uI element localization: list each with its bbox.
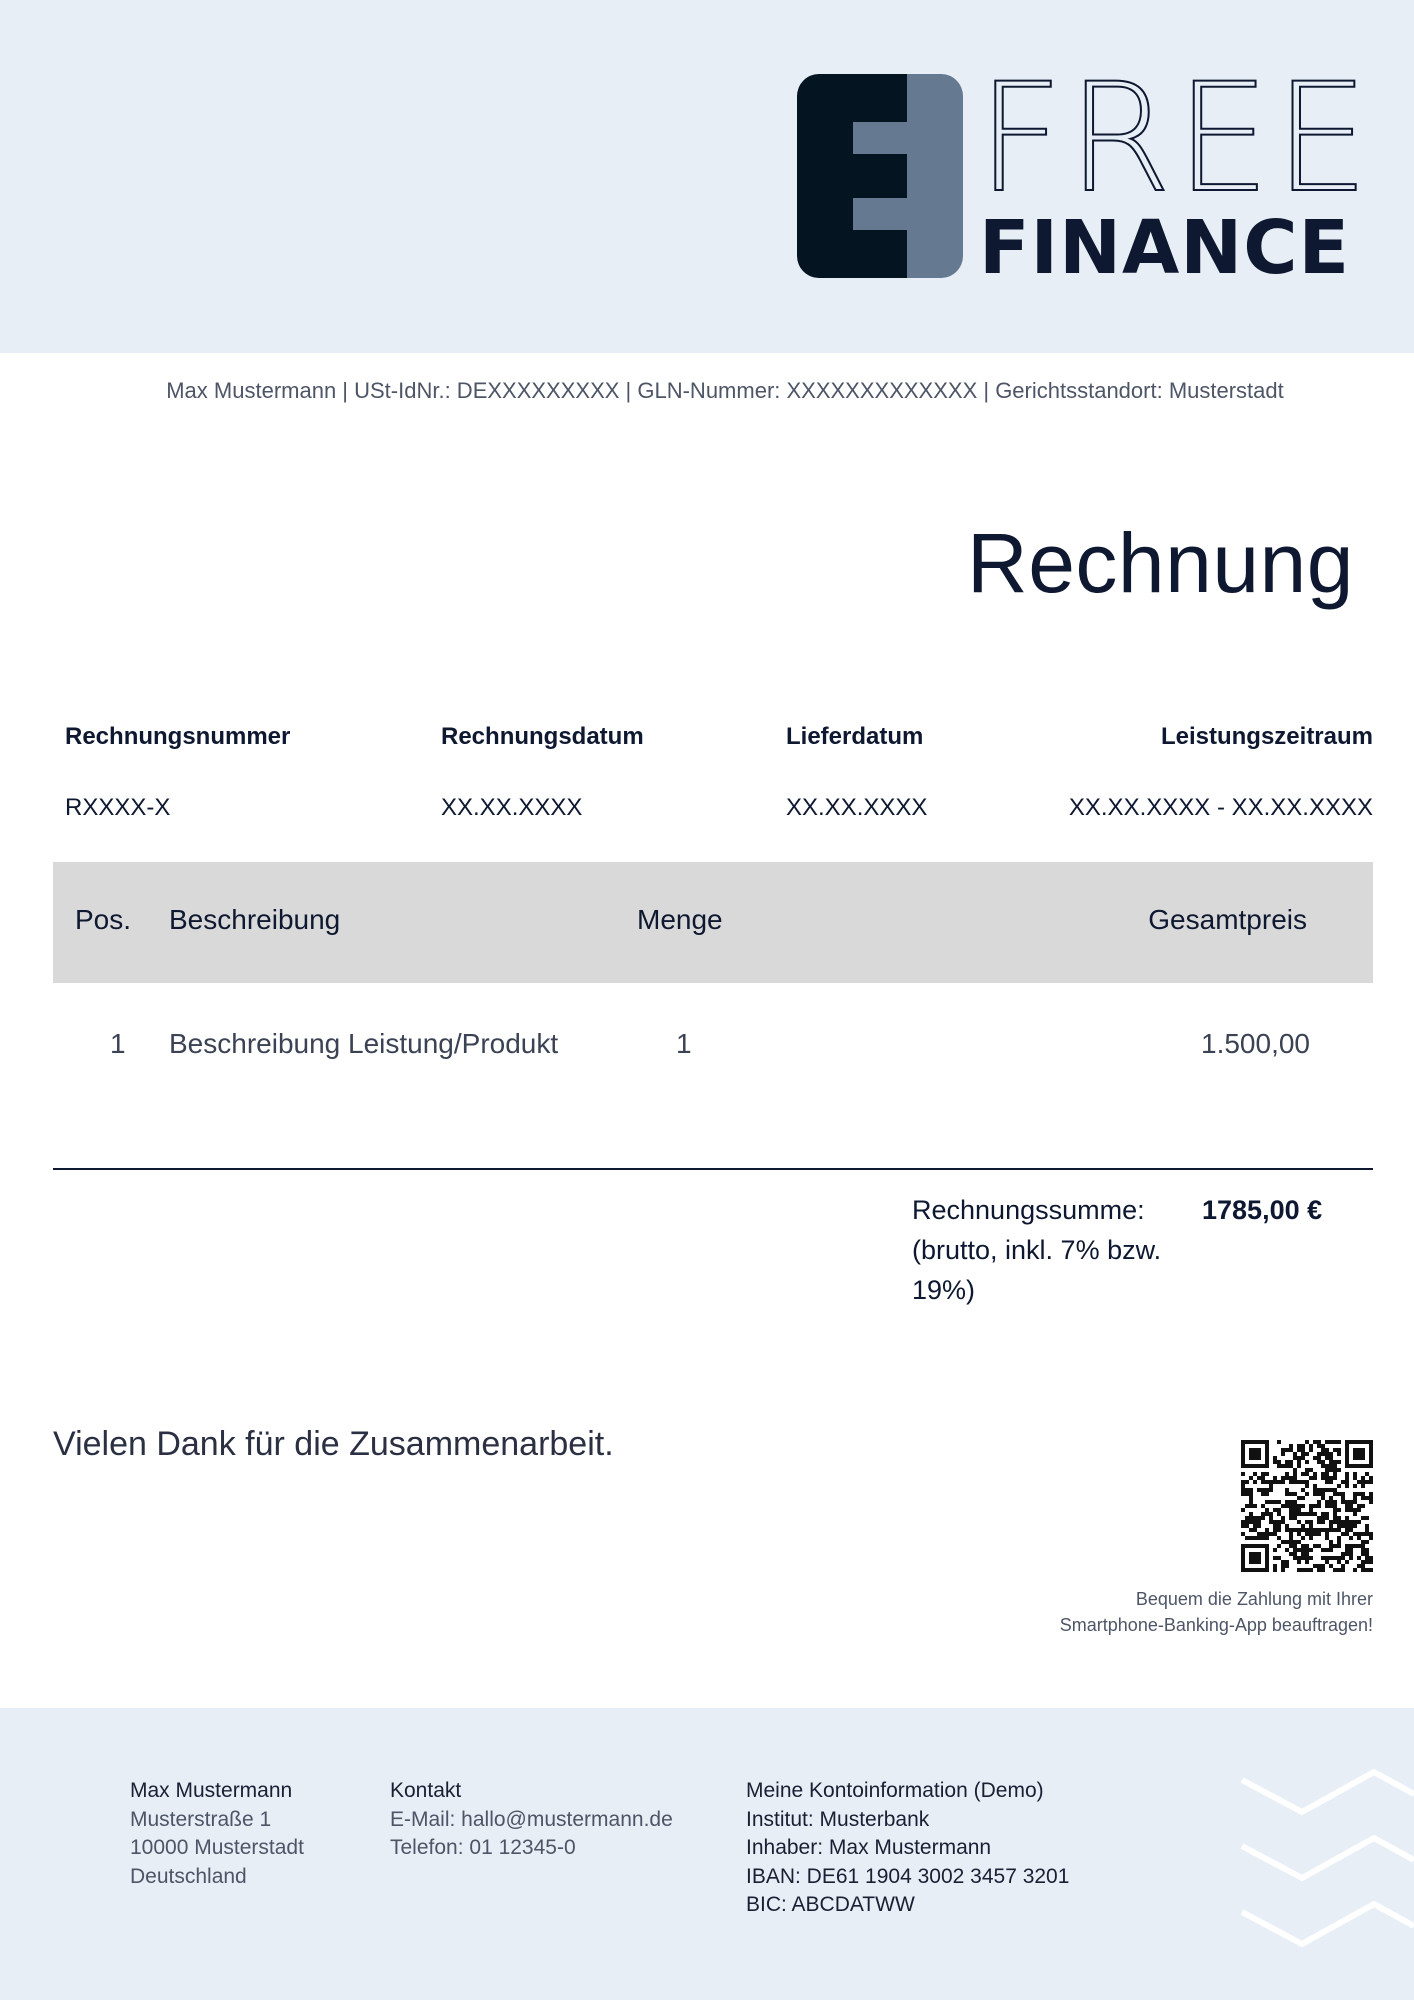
logo-wordmark-finance: FINANCE: [979, 205, 1351, 291]
logo-mark-icon: [797, 74, 963, 278]
invoice-number-value: RXXXX-X: [65, 794, 171, 821]
footer-bank-bic: BIC: ABCDATWW: [746, 1893, 915, 1916]
divider: [53, 1168, 1373, 1170]
document-title: Rechnung: [967, 516, 1354, 610]
qr-code-icon: [1241, 1440, 1373, 1572]
decorative-chevrons-icon: [1240, 1760, 1414, 1960]
footer-address-country: Deutschland: [130, 1864, 247, 1888]
column-header-quantity: Menge: [637, 904, 723, 935]
footer-address-street: Musterstraße 1: [130, 1807, 272, 1831]
logo-wordmark-free: FREE: [977, 52, 1374, 226]
invoice-total-label: [912, 1190, 1172, 1310]
column-header-description: Beschreibung: [169, 904, 341, 935]
invoice-total-value: 1785,00 €: [1202, 1195, 1323, 1225]
row-pos: 1: [110, 1028, 126, 1059]
delivery-date-label: Lieferdatum: [786, 723, 924, 750]
row-description: Beschreibung Leistung/Produkt: [169, 1028, 559, 1059]
brand-logo: [797, 52, 1377, 291]
qr-caption-line-1: Bequem die Zahlung mit Ihrer: [1135, 1589, 1373, 1609]
footer-bank-iban: IBAN: DE61 1904 3002 3457 3201: [746, 1864, 1070, 1888]
footer-bank-info: [746, 1777, 1069, 1920]
row-quantity: 1: [676, 1028, 692, 1059]
footer-contact-phone: Telefon: 01 12345-0: [390, 1836, 576, 1859]
invoice-date-value: XX.XX.XXXX: [441, 794, 583, 821]
footer-address-name: Max Mustermann: [130, 1779, 293, 1802]
footer-address: [130, 1777, 304, 1891]
invoice-total-title: Rechnungssumme:: [912, 1195, 1145, 1225]
invoice-date-label: Rechnungsdatum: [441, 723, 644, 750]
footer-contact-email[interactable]: E-Mail: hallo@mustermann.de: [390, 1807, 673, 1831]
column-header-total: Gesamtpreis: [1148, 904, 1307, 935]
invoice-total-note: (brutto, inkl. 7% bzw. 19%): [912, 1235, 1162, 1305]
row-total: 1.500,00: [1201, 1028, 1310, 1059]
footer-contact-heading: Kontakt: [390, 1779, 462, 1802]
column-header-pos: Pos.: [75, 904, 132, 935]
footer-contact: [390, 1777, 673, 1863]
footer-bank-heading: Meine Kontoinformation (Demo): [746, 1779, 1044, 1802]
thank-you-text: Vielen Dank für die Zusammenarbeit.: [53, 1425, 614, 1463]
footer-bank-owner: Inhaber: Max Mustermann: [746, 1836, 992, 1859]
qr-caption-line-2: Smartphone-Banking-App beauftragen!: [1059, 1615, 1373, 1635]
footer-bank-institute: Institut: Musterbank: [746, 1807, 930, 1831]
service-period-label: Leistungszeitraum: [1160, 723, 1373, 750]
company-info-line: Max Mustermann | USt-IdNr.: DEXXXXXXXXX | GLN-Nummer: XXXXXXXXXXXXX | Gerichtsstandort: Musterstadt: [166, 378, 1284, 403]
footer-address-city: 10000 Musterstadt: [130, 1836, 304, 1859]
delivery-date-value: XX.XX.XXXX: [786, 794, 928, 821]
service-period-value: XX.XX.XXXX - XX.XX.XXXX: [1068, 794, 1373, 821]
invoice-number-label: Rechnungsnummer: [65, 723, 291, 750]
qr-caption: [1060, 1586, 1373, 1638]
